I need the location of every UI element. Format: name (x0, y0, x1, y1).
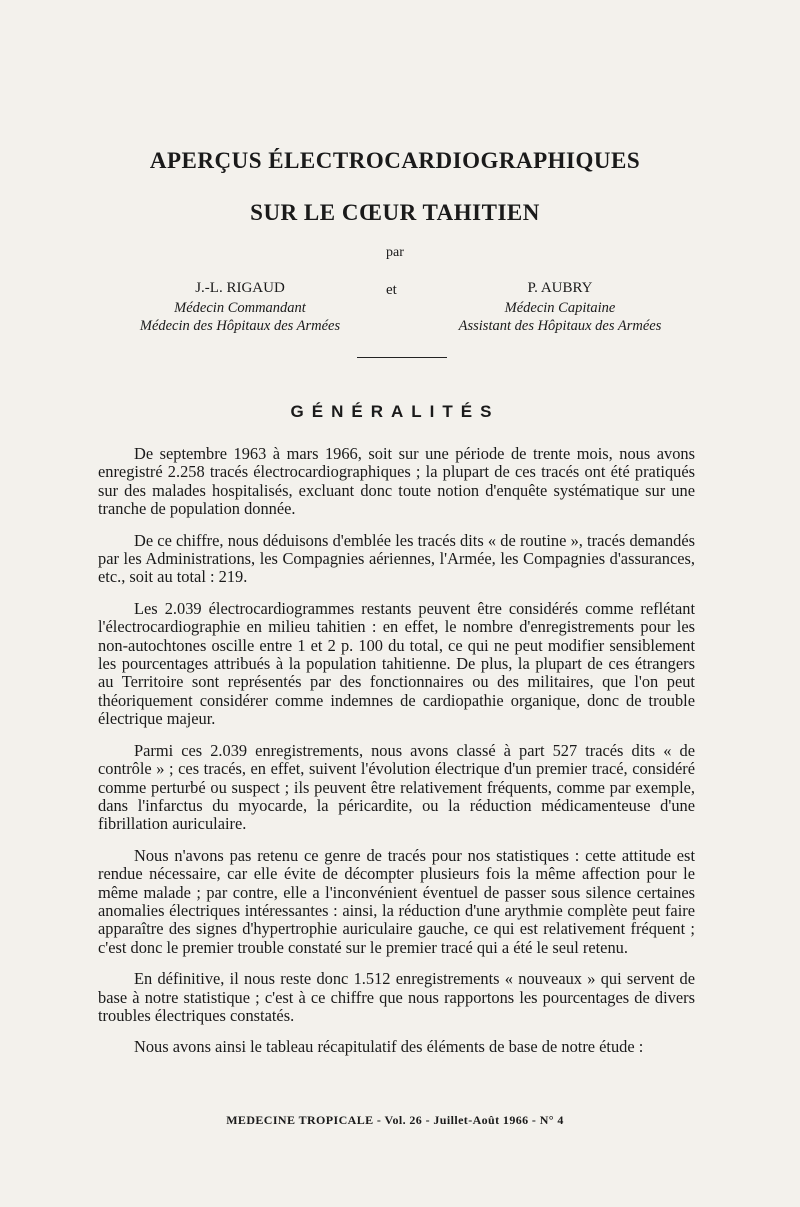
byline-par: par (386, 245, 404, 260)
author-aubry (410, 280, 710, 335)
author-name: P. AUBRY (527, 280, 593, 296)
author-affiliation: Assistant des Hôpitaux des Armées (458, 318, 662, 334)
body-paragraph: En définitive, il nous reste donc 1.512 enregistrements « nouveaux » qui servent de base à notre statistique ; c'est à ce chiffre que nous rapportons les pourcentages de divers troubles électriques constatés. (98, 969, 695, 1025)
article-title-line-1: APERÇUS ÉLECTROCARDIOGRAPHIQUES (149, 148, 641, 173)
byline-et: et (386, 282, 397, 298)
author-rank: Médecin Commandant (174, 300, 306, 316)
journal-footer: MEDECINE TROPICALE - Vol. 26 - Juillet-Août 1966 - N° 4 (226, 1113, 564, 1127)
article-body (98, 445, 695, 1070)
author-name: J.-L. RIGAUD (195, 280, 285, 296)
author-rigaud (100, 280, 380, 335)
author-rank: Médecin Capitaine (504, 300, 616, 316)
article-title-line-2: SUR LE CŒUR TAHITIEN (250, 200, 540, 225)
body-paragraph: Nous avons ainsi le tableau récapitulatif des éléments de base de notre étude : (134, 1037, 644, 1057)
section-heading: GÉNÉRALITÉS (290, 402, 500, 421)
body-paragraph: De ce chiffre, nous déduisons d'emblée les tracés dits « de routine », tracés demandés par les Administrations, les Compagnies aériennes, l'Armée, les Compagnies d'assurances, etc., soit au total : 219. (98, 530, 695, 587)
title-divider-rule (357, 357, 447, 358)
body-paragraph: Les 2.039 électrocardiogrammes restants peuvent être considérés comme reflétant l'électrocardiographie en milieu tahitien : en effet, le nombre d'enregistrements pour les non-autochtones oscille entre 1 et 2 p. 100 du total, ce qui ne peut modifier sensiblement les pourcentages attribués à la population tahitienne. De plus, la plupart de ces étrangers au Territoire sont représentés par des fonctionnaires ou des militaires, que l'on peut théoriquement considérer comme indemnes de cardiopathie organique, donc de trouble électrique majeur. (98, 598, 695, 729)
body-paragraph: Nous n'avons pas retenu ce genre de tracés pour nos statistiques : cette attitude est rendue nécessaire, car elle évite de décompter plusieurs fois la même affection pour le même malade ; par contre, elle a l'inconvénient éventuel de passer sous silence certaines anomalies électriques intéressantes : ainsi, la réduction d'une arythmie complète peut faire apparaître des signes d'hypertrophie auriculaire gauche, ce qui est relativement fréquent ; c'est donc le premier trouble constaté sur le premier tracé qui a été le seul retenu. (98, 845, 695, 957)
body-paragraph: De septembre 1963 à mars 1966, soit sur une période de trente mois, nous avons enregistré 2.258 tracés électrocardiographiques ; la plupart de ces tracés ont été pratiqués sur des malades hospitalisés, excluant donc toute notion d'enquête systématique sur une tranche de population donnée. (98, 444, 695, 519)
body-paragraph: Parmi ces 2.039 enregistrements, nous avons classé à part 527 tracés dits « de contrôle » ; ces tracés, en effet, suivent l'évolution électrique d'un premier tracé, considéré comme perturbé ou suspect ; ils peuvent être relativement fréquents, comme par exemple, dans l'infarctus du myocarde, la péricardite, ou la réduction médicamenteuse d'une fibrillation auriculaire. (98, 740, 695, 834)
author-affiliation: Médecin des Hôpitaux des Armées (139, 318, 341, 334)
